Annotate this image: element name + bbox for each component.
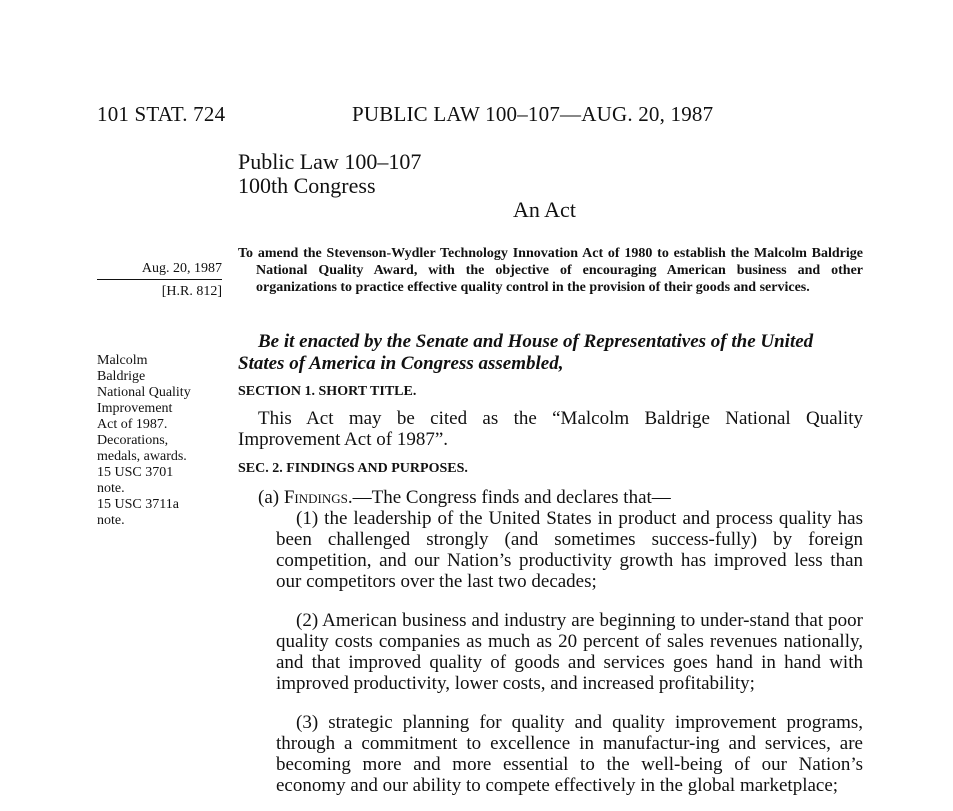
margin-note: National Quality bbox=[97, 385, 191, 400]
margin-note: Act of 1987. bbox=[97, 417, 168, 432]
section-1-heading: SECTION 1. SHORT TITLE. bbox=[238, 384, 417, 399]
margin-note: Decorations, bbox=[97, 433, 169, 448]
public-law-block bbox=[238, 150, 421, 198]
margin-note: note. bbox=[97, 481, 125, 496]
subsection-name: Findings bbox=[283, 487, 348, 508]
margin-note: Baldrige bbox=[97, 369, 146, 384]
subsection-label: (a) bbox=[258, 487, 284, 508]
running-head: PUBLIC LAW 100–107—AUG. 20, 1987 bbox=[352, 102, 714, 126]
margin-note: medals, awards. bbox=[97, 449, 187, 464]
margin-note: Malcolm bbox=[97, 353, 148, 368]
subsection-text: .—The Congress finds and declares that— bbox=[347, 487, 671, 508]
section-1-text: This Act may be cited as the “Malcolm Baldrige National Quality Improvement Act of 1987”. bbox=[238, 408, 863, 450]
margin-notes bbox=[97, 353, 237, 529]
act-title: An Act bbox=[513, 197, 576, 222]
purpose-clause: To amend the Stevenson-Wydler Technology Innovation Act of 1980 to establish the Malcolm Baldrige National Quality Award, with the objective of encouraging American business and other organizations to practice effective quality control in the provision of their goods and services. bbox=[238, 246, 863, 295]
enacting-clause: Be it enacted by the Senate and House of Representatives of the United States of America in Congress assembled, bbox=[238, 331, 814, 374]
public-law-number: Public Law 100–107 bbox=[238, 149, 422, 174]
finding-paragraph: (1) the leadership of the United States in product and process quality has been challenged strongly (and sometimes success-fully) by foreign competition, and our Nation’s productivity growth has improved less than our competitors over the last two decades; bbox=[276, 508, 863, 592]
margin-note: 15 USC 3711a bbox=[97, 497, 179, 512]
finding-paragraph: (2) American business and industry are beginning to under-stand that poor quality costs companies as much as 20 percent of sales revenues nationally, and that improved quality of goods and services goes hand in hand with improved productivity, lower costs, and increased profitability; bbox=[276, 610, 863, 694]
margin-note: note. bbox=[97, 513, 125, 528]
margin-date: Aug. 20, 1987 bbox=[97, 261, 222, 280]
margin-bill-number: [H.R. 812] bbox=[161, 284, 222, 299]
margin-note: 15 USC 3701 bbox=[97, 465, 174, 480]
section-2-heading: SEC. 2. FINDINGS AND PURPOSES. bbox=[238, 461, 468, 476]
page-number: 101 STAT. 724 bbox=[97, 102, 226, 126]
finding-paragraph: (3) strategic planning for quality and quality improvement programs, through a commitment to excellence in manufactur-ing and services, are becoming more and more essential to the well-being of our Nation’s economy and our ability to compete effectively in the global marketplace; bbox=[276, 712, 863, 796]
margin-note: Improvement bbox=[97, 401, 173, 416]
congress-number: 100th Congress bbox=[238, 173, 376, 198]
findings-lead bbox=[258, 487, 863, 508]
